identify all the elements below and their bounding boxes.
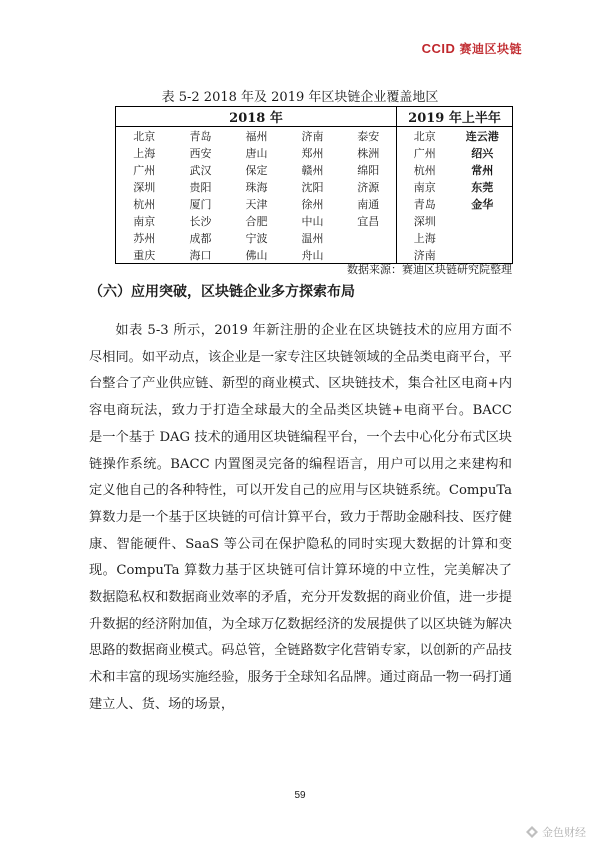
watermark — [526, 824, 586, 840]
table-cell: 南京 — [397, 178, 453, 195]
body-paragraph: 如表 5-3 所示，2019 年新注册的企业在区块链技术的应用方面不尽相同。如平动点，该企业是一家专注区块链领域的全品类电商平台，平台整合了产业供应链、新型的商业模式、区块链技术，集合社区电商+内容电商玩法，致力于打造全球最大的全品类区块链+电商平台。BACC 是一个基于 DAG 技术的通用区块链编程平台，一个去中心化分布式区块链操作系统。BACC 内置图灵完备的编程语言，用户可以用之来建构和定义他自己的各种特性，可以开发自己的应用与区块链系统。CompuTa 算数力是一个基于区块链的可信计算平台，致力于帮助金融科技、医疗健康、智能硬件、SaaS 等公司在保护隐私的同时实现大数据的计算和变现。CompuTa 算数力基于区块链可信计算环境的中立性，完美解决了数据隐私权和数据商业效率的矛盾，充分开发数据的商业价值，进一步提升数据的经济附加值，为全球万亿数据经济的发展提供了以区块链为解决思路的数据商业模式。码总管，全链路数字化营销专家，以创新的产品技术和丰富的现场实施经验，服务于全球知名品牌。通过商品一物一码打通建立人、货、场的场景， — [89, 323, 512, 712]
table-cell: 济南 — [397, 246, 453, 264]
brand-logo — [422, 40, 522, 57]
table-cell: 福州 — [245, 129, 268, 143]
table-cell: 沈阳 — [301, 180, 324, 194]
table-title: 表 5-2 2018 年及 2019 年区块链企业覆盖地区 — [161, 90, 439, 105]
table-cell — [341, 229, 397, 246]
table-cell: 成都 — [189, 231, 212, 245]
table-cell: 泰安 — [341, 127, 397, 145]
table-cell: 绵阳 — [341, 161, 397, 178]
table-cell: 保定 — [245, 163, 268, 177]
table-cell: 上海 — [397, 229, 453, 246]
table-cell: 天津 — [245, 197, 268, 211]
table-cell: 赣州 — [301, 163, 324, 177]
table-cell: 厦门 — [189, 197, 212, 211]
body-paragraph-container — [89, 318, 512, 719]
page-number: 59 — [294, 790, 306, 801]
table-cell: 郑州 — [301, 146, 324, 160]
table-row — [116, 212, 513, 229]
table-cell: 长沙 — [189, 214, 212, 228]
table-cell — [453, 212, 513, 229]
table-cell: 青岛 — [189, 129, 212, 143]
table-cell: 济源 — [341, 178, 397, 195]
watermark-text: 金色财经 — [542, 827, 586, 839]
table-cell — [453, 229, 513, 246]
table-cell: 杭州 — [116, 195, 173, 212]
coverage-table — [115, 106, 513, 264]
watermark-logo-icon — [526, 826, 538, 838]
section-heading: （六）应用突破，区块链企业多方探索布局 — [89, 284, 355, 300]
table-cell: 重庆 — [116, 246, 173, 264]
table-cell: 舟山 — [285, 246, 341, 264]
table-cell: 北京 — [116, 127, 173, 145]
table-cell: 广州 — [397, 144, 453, 161]
table-row — [116, 229, 513, 246]
table-cell: 温州 — [301, 231, 324, 245]
table-cell: 合肥 — [245, 214, 268, 228]
table-cell: 北京 — [397, 127, 453, 145]
table-cell: 苏州 — [116, 229, 173, 246]
table-cell: 连云港 — [453, 127, 513, 145]
table-cell: 上海 — [116, 144, 173, 161]
table-row — [116, 127, 513, 145]
data-source-note: 数据来源：赛迪区块链研究院整理 — [347, 263, 512, 276]
brand-cn: 赛迪区块链 — [459, 42, 522, 56]
table-cell: 南通 — [341, 195, 397, 212]
table-cell: 佛山 — [229, 246, 285, 264]
table-cell: 广州 — [116, 161, 173, 178]
header-2018: 2018 年 — [116, 107, 397, 127]
table-cell: 中山 — [301, 214, 324, 228]
table-cell: 绍兴 — [453, 144, 513, 161]
table-row — [116, 144, 513, 161]
table-cell: 贵阳 — [189, 180, 212, 194]
brand-en: CCID — [421, 41, 456, 56]
table-cell: 宁波 — [245, 231, 268, 245]
table-cell: 株洲 — [341, 144, 397, 161]
header-2019-h1: 2019 年上半年 — [397, 107, 513, 127]
table-row — [116, 178, 513, 195]
table-cell: 深圳 — [397, 212, 453, 229]
table-cell: 徐州 — [301, 197, 324, 211]
table-row — [116, 195, 513, 212]
table-cell: 常州 — [453, 161, 513, 178]
table-cell: 东莞 — [453, 178, 513, 195]
table-cell: 深圳 — [116, 178, 173, 195]
table-header-row — [116, 107, 513, 127]
table-cell: 青岛 — [397, 195, 453, 212]
table-cell: 杭州 — [397, 161, 453, 178]
table-cell: 武汉 — [189, 163, 212, 177]
table-cell: 唐山 — [245, 146, 268, 160]
table-cell: 西安 — [189, 146, 212, 160]
table-cell: 珠海 — [245, 180, 268, 194]
table-cell: 金华 — [453, 195, 513, 212]
table-cell: 海口 — [173, 246, 229, 264]
table-cell: 南京 — [116, 212, 173, 229]
table-row — [116, 161, 513, 178]
table-cell: 宜昌 — [341, 212, 397, 229]
table-cell: 济南 — [301, 129, 324, 143]
